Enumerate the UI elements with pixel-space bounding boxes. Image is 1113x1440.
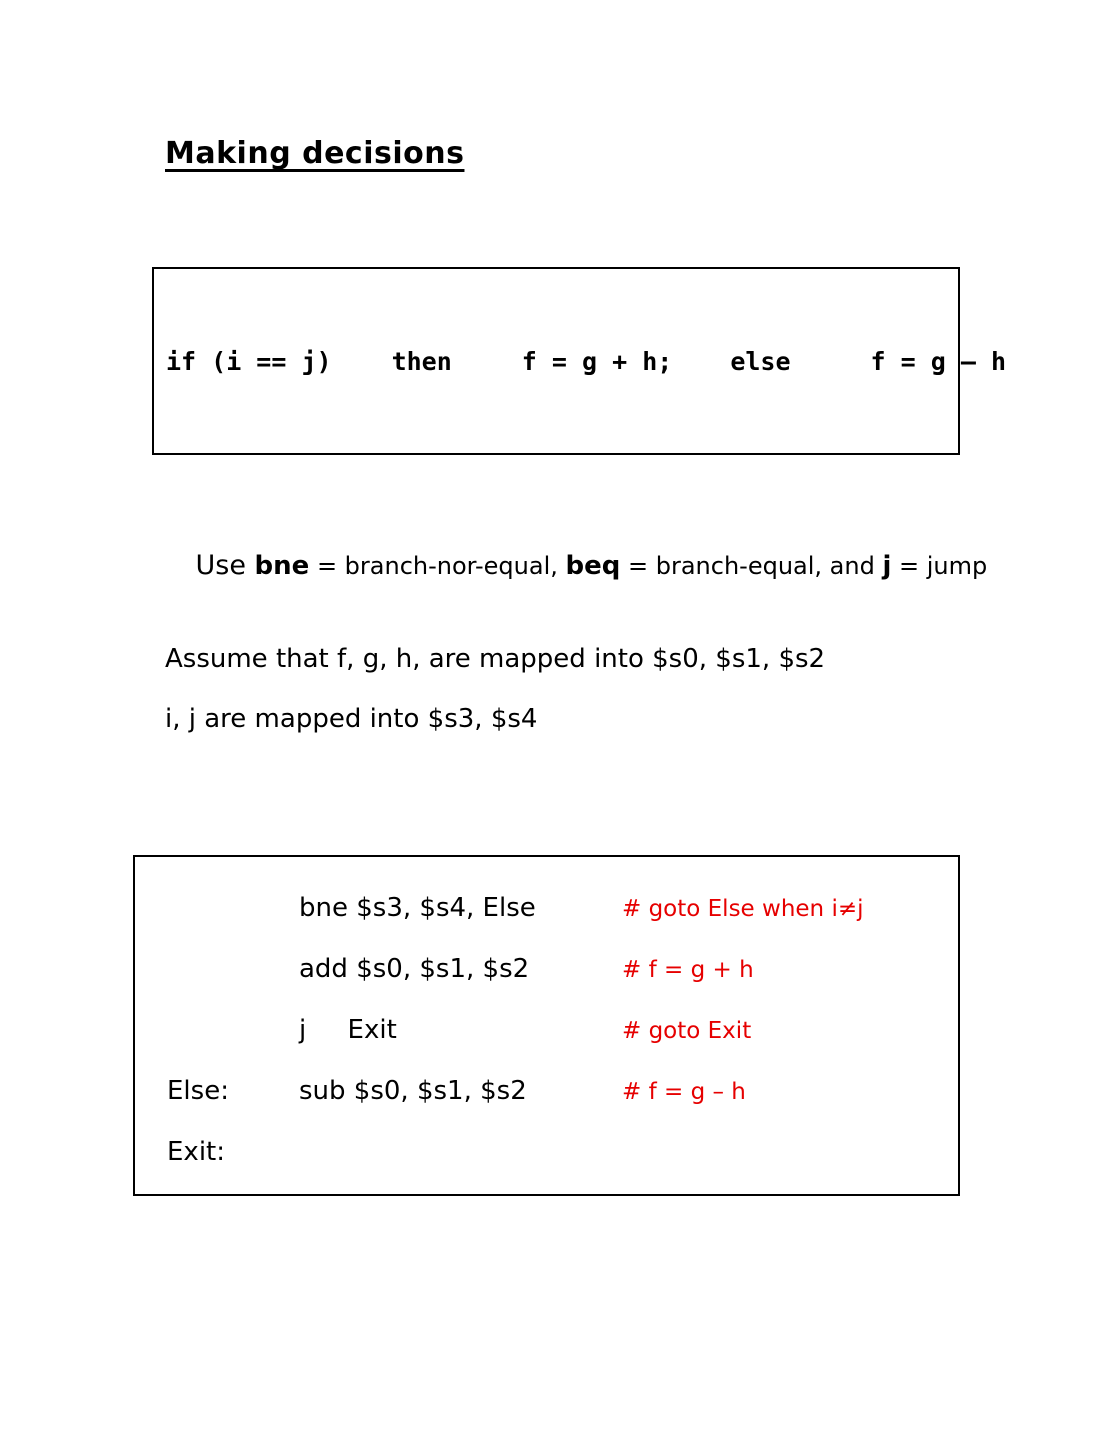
then-keyword: then	[391, 346, 452, 376]
code-instruction: j Exit	[299, 1015, 397, 1045]
code-label: Else:	[167, 1076, 229, 1106]
assumption-line-1: Assume that f, g, h, are mapped into $s0, $s1, $s2	[165, 644, 826, 674]
code-instruction: add $s0, $s1, $s2	[299, 954, 530, 984]
code-comment: # f = g + h	[622, 957, 754, 983]
if-condition: if (i == j)	[166, 346, 332, 376]
code-row	[135, 954, 958, 1015]
pseudocode-line	[166, 347, 1006, 376]
else-keyword: else	[730, 346, 791, 376]
code-instruction: sub $s0, $s1, $s2	[299, 1076, 527, 1106]
pseudocode-box	[152, 267, 1006, 455]
spacer	[332, 347, 392, 376]
page-title: Making decisions	[165, 136, 465, 171]
legend-bne: bne	[254, 551, 310, 581]
legend-use: Use	[195, 550, 255, 581]
then-expression: f = g + h;	[521, 346, 673, 376]
assembly-code-box	[133, 855, 960, 1196]
legend-beq-desc: = branch-equal, and	[620, 552, 883, 580]
code-comment: # goto Exit	[622, 1018, 752, 1044]
code-row	[135, 893, 958, 954]
spacer	[791, 347, 871, 376]
spacer	[672, 347, 730, 376]
code-comment: # f = g – h	[622, 1079, 746, 1105]
legend-bne-desc: = branch-nor-equal,	[309, 552, 566, 580]
legend-beq: beq	[565, 551, 621, 581]
legend-j: j	[882, 551, 892, 581]
spacer	[452, 347, 522, 376]
code-label: Exit:	[167, 1137, 225, 1167]
code-row	[135, 1015, 958, 1076]
code-comment: # goto Else when i≠j	[622, 896, 864, 922]
code-row	[135, 1137, 958, 1198]
legend-j-desc: = jump	[891, 552, 988, 580]
assumption-line-2: i, j are mapped into $s3, $s4	[165, 704, 538, 734]
code-row	[135, 1076, 958, 1137]
else-expression: f = g – h	[870, 346, 1006, 376]
instruction-legend	[165, 522, 987, 609]
code-instruction: bne $s3, $s4, Else	[299, 893, 536, 923]
